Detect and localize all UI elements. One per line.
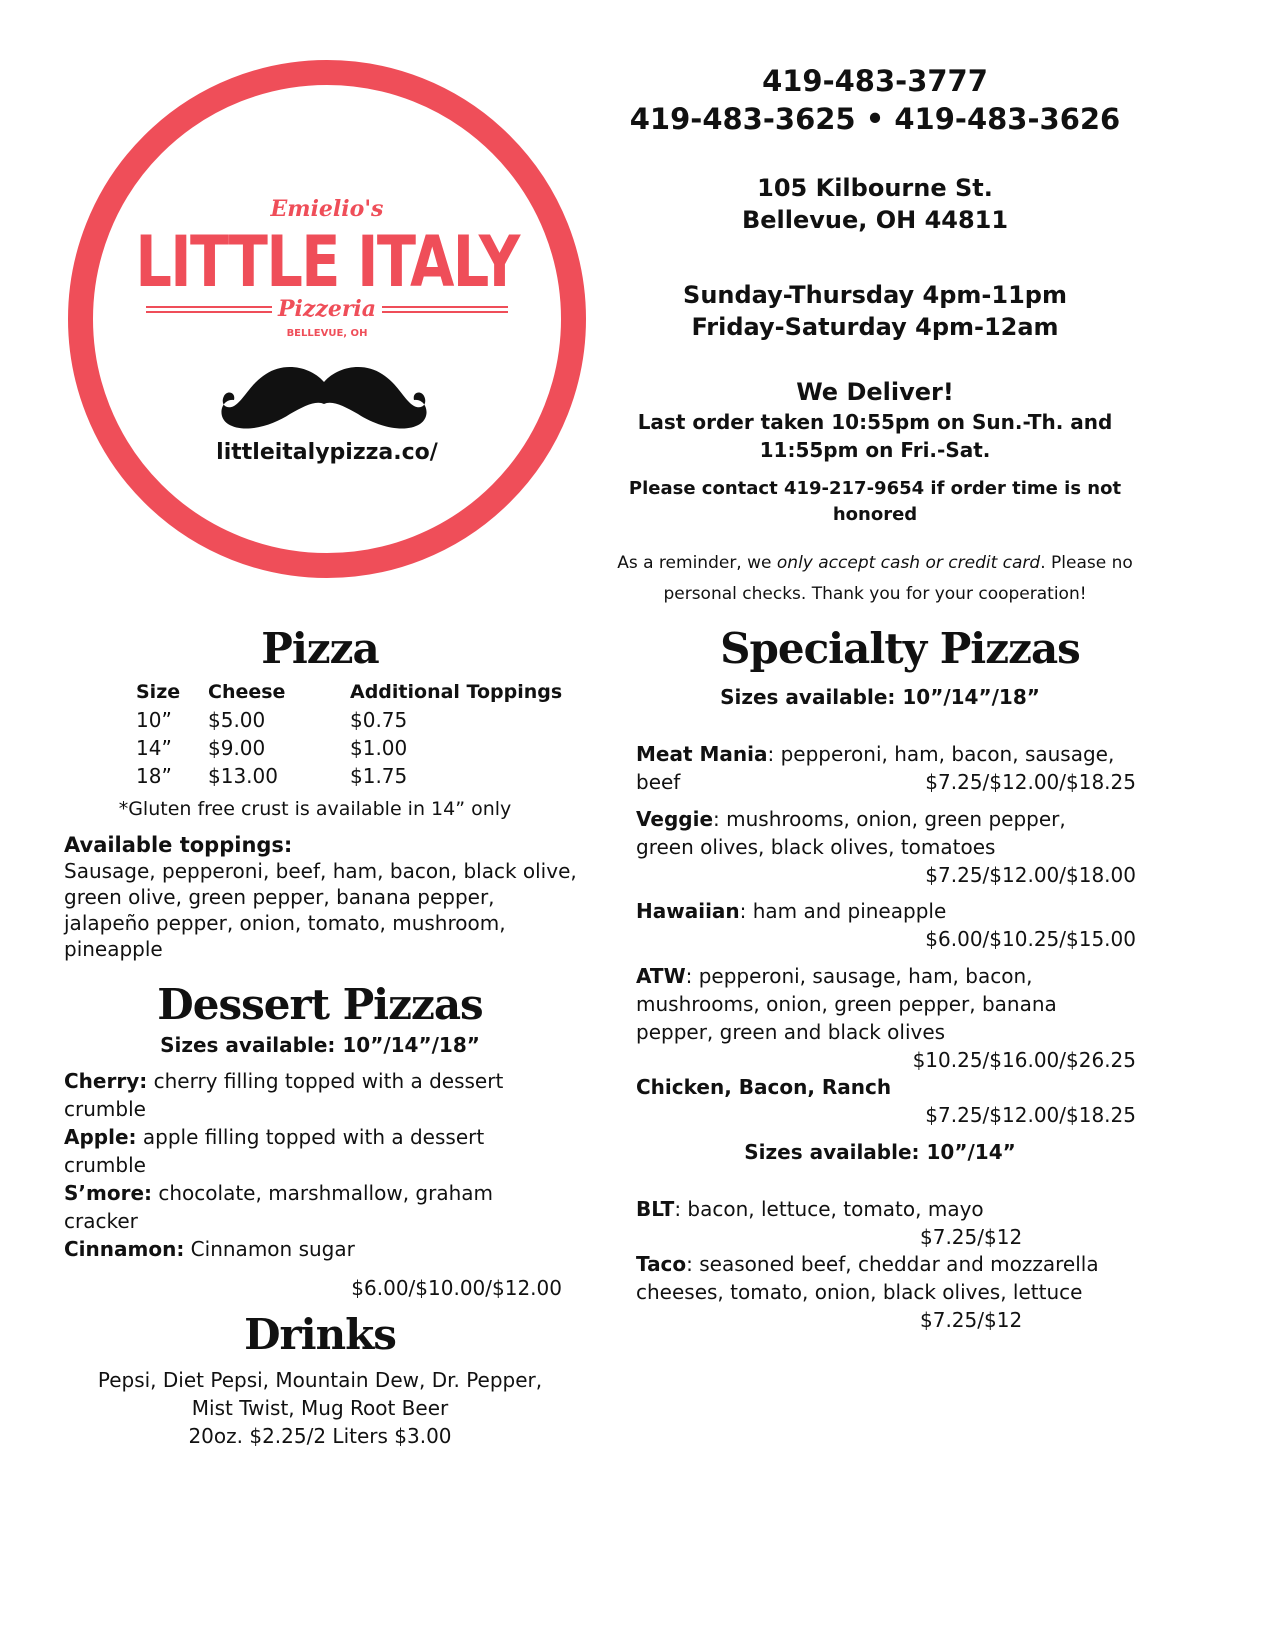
logo-pizzeria-row — [146, 296, 508, 322]
item-name: Apple: — [64, 1125, 137, 1149]
delivery-line1: Last order taken 10:55pm on Sun.-Th. and — [637, 410, 1113, 434]
specialty-chicken-bacon-ranch — [636, 1073, 1136, 1129]
pizza-table-header — [136, 678, 562, 706]
cell-size: 14” — [136, 736, 172, 760]
pizza-price-table — [136, 678, 562, 790]
cell-cheese: $13.00 — [208, 764, 278, 788]
item-desc: green olives, black olives, tomatoes — [636, 835, 996, 859]
reminder-prefix: As a reminder, we — [617, 553, 777, 573]
phone-separator: • — [865, 102, 885, 136]
item-price: $10.25/$16.00/$26.25 — [912, 1048, 1136, 1072]
item-desc: chocolate, marshmallow, graham — [152, 1181, 493, 1205]
dessert-sizes: Sizes available: 10”/14”/18” — [160, 1033, 480, 1057]
cell-cheese: $9.00 — [208, 736, 266, 760]
list-item — [64, 1179, 584, 1207]
drinks-title: Drinks — [244, 1310, 396, 1359]
mustache-icon — [218, 360, 430, 440]
item-desc: cherry filling topped with a dessert — [147, 1069, 504, 1093]
item-desc: apple filling topped with a dessert — [136, 1125, 485, 1149]
cell-size: 10” — [136, 708, 172, 732]
toppings-block — [64, 832, 584, 962]
phone-alt-row — [600, 100, 1150, 138]
specialty-title: Specialty Pizzas — [720, 624, 1080, 673]
item-name: Veggie — [636, 807, 714, 831]
delivery-line2: 11:55pm on Fri.-Sat. — [759, 438, 991, 462]
table-row — [136, 734, 562, 762]
reminder-line1 — [600, 548, 1150, 579]
table-row — [136, 762, 562, 790]
item-name: Chicken, Bacon, Ranch — [636, 1075, 892, 1099]
item-desc: : ham and pineapple — [739, 899, 947, 923]
gluten-note: *Gluten free crust is available in 14” only — [118, 798, 512, 820]
item-desc-cont: cracker — [64, 1209, 138, 1233]
toppings-heading: Available toppings: — [64, 833, 293, 857]
logo-name: LITTLE ITALY — [135, 221, 519, 303]
list-item — [64, 1067, 584, 1095]
drinks-line: Pepsi, Diet Pepsi, Mountain Dew, Dr. Pepper, — [97, 1368, 543, 1392]
item-price: $7.25/$12 — [920, 1225, 1023, 1249]
item-desc: mushrooms, onion, green pepper, banana — [636, 992, 1057, 1016]
item-name: Cinnamon: — [64, 1237, 185, 1261]
specialty-veggie — [636, 805, 1136, 889]
pizza-title: Pizza — [261, 624, 379, 673]
logo-location: BELLEVUE, OH — [286, 328, 368, 339]
item-price: $7.25/$12.00/$18.25 — [925, 1103, 1136, 1127]
item-desc: Cinnamon sugar — [184, 1237, 355, 1261]
item-price: $7.25/$12.00/$18.00 — [925, 863, 1136, 887]
header-cheese: Cheese — [208, 681, 286, 703]
header-toppings: Additional Toppings — [350, 681, 563, 703]
reminder-suffix: . Please no — [1040, 553, 1133, 573]
delivery-contact-line1: Please contact 419-217-9654 if order time is not — [628, 478, 1122, 499]
delivery-heading: We Deliver! — [796, 378, 954, 406]
item-desc: pepper, green and black olives — [636, 1020, 946, 1044]
drinks-list — [40, 1366, 600, 1450]
list-item — [64, 1123, 584, 1151]
toppings-line: green olive, green pepper, banana pepper, — [64, 885, 495, 909]
item-price: $7.25/$12.00/$18.25 — [925, 770, 1136, 794]
item-desc-cont: crumble — [64, 1153, 146, 1177]
item-desc: : pepperoni, sausage, ham, bacon, — [685, 964, 1033, 988]
specialty-meat-mania — [636, 740, 1136, 796]
cell-topping-price: $0.75 — [350, 708, 408, 732]
phone-alt-2: 419-483-3626 — [894, 102, 1121, 136]
item-desc: beef — [636, 770, 681, 794]
item-desc-cont: crumble — [64, 1097, 146, 1121]
drinks-line: 20oz. $2.25/2 Liters $3.00 — [188, 1424, 452, 1448]
hours-line2: Friday-Saturday 4pm-12am — [691, 313, 1059, 341]
item-price: $7.25/$12 — [920, 1308, 1023, 1332]
delivery-contact-line2: honored — [832, 504, 918, 525]
dessert-price: $6.00/$10.00/$12.00 — [351, 1276, 562, 1300]
list-item — [64, 1235, 584, 1263]
drinks-line: Mist Twist, Mug Root Beer — [191, 1396, 449, 1420]
specialty-blt — [636, 1195, 1136, 1251]
specialty-taco — [636, 1250, 1136, 1334]
reminder-emphasis: only accept cash or credit card — [776, 553, 1041, 573]
cell-topping-price: $1.75 — [350, 764, 408, 788]
dessert-title: Dessert Pizzas — [157, 980, 483, 1029]
dessert-list — [64, 1067, 584, 1263]
item-name: BLT — [636, 1197, 675, 1221]
logo-subtitle: Pizzeria — [277, 296, 377, 322]
item-name: S’more: — [64, 1181, 153, 1205]
header-size: Size — [136, 681, 181, 703]
phone-main: 419-483-3777 — [762, 64, 988, 98]
website[interactable]: littleitalypizza.co/ — [216, 440, 438, 465]
address-line2: Bellevue, OH 44811 — [741, 206, 1009, 234]
item-price: $6.00/$10.25/$15.00 — [925, 927, 1136, 951]
hours-line1: Sunday-Thursday 4pm-11pm — [683, 281, 1067, 309]
toppings-line: jalapeño pepper, onion, tomato, mushroom, — [64, 911, 506, 935]
item-name: ATW — [636, 964, 686, 988]
logo — [68, 60, 586, 578]
item-name: Meat Mania — [636, 742, 768, 766]
item-desc: : mushrooms, onion, green pepper, — [713, 807, 1066, 831]
item-desc: : bacon, lettuce, tomato, mayo — [674, 1197, 984, 1221]
item-name: Taco — [636, 1252, 687, 1276]
item-name: Hawaiian — [636, 899, 740, 923]
cell-size: 18” — [136, 764, 172, 788]
toppings-line: pineapple — [64, 937, 163, 961]
item-desc: : seasoned beef, cheddar and mozzarella — [686, 1252, 1099, 1276]
item-name: Cherry: — [64, 1069, 148, 1093]
cell-cheese: $5.00 — [208, 708, 266, 732]
reminder-line2: personal checks. Thank you for your cooperation! — [663, 584, 1087, 604]
table-row — [136, 706, 562, 734]
item-desc: cheeses, tomato, onion, black olives, lettuce — [636, 1280, 1083, 1304]
toppings-line: Sausage, pepperoni, beef, ham, bacon, black olive, — [64, 859, 577, 883]
specialty-sizes: Sizes available: 10”/14”/18” — [720, 685, 1040, 709]
phone-alt-1: 419-483-3625 — [629, 102, 856, 136]
cell-topping-price: $1.00 — [350, 736, 408, 760]
item-desc: : pepperoni, ham, bacon, sausage, — [767, 742, 1115, 766]
logo-owner: Emielio's — [270, 196, 384, 222]
specialty-sizes-2: Sizes available: 10”/14” — [744, 1140, 1016, 1164]
address-line1: 105 Kilbourne St. — [757, 174, 993, 202]
specialty-hawaiian — [636, 897, 1136, 953]
specialty-atw — [636, 962, 1136, 1074]
